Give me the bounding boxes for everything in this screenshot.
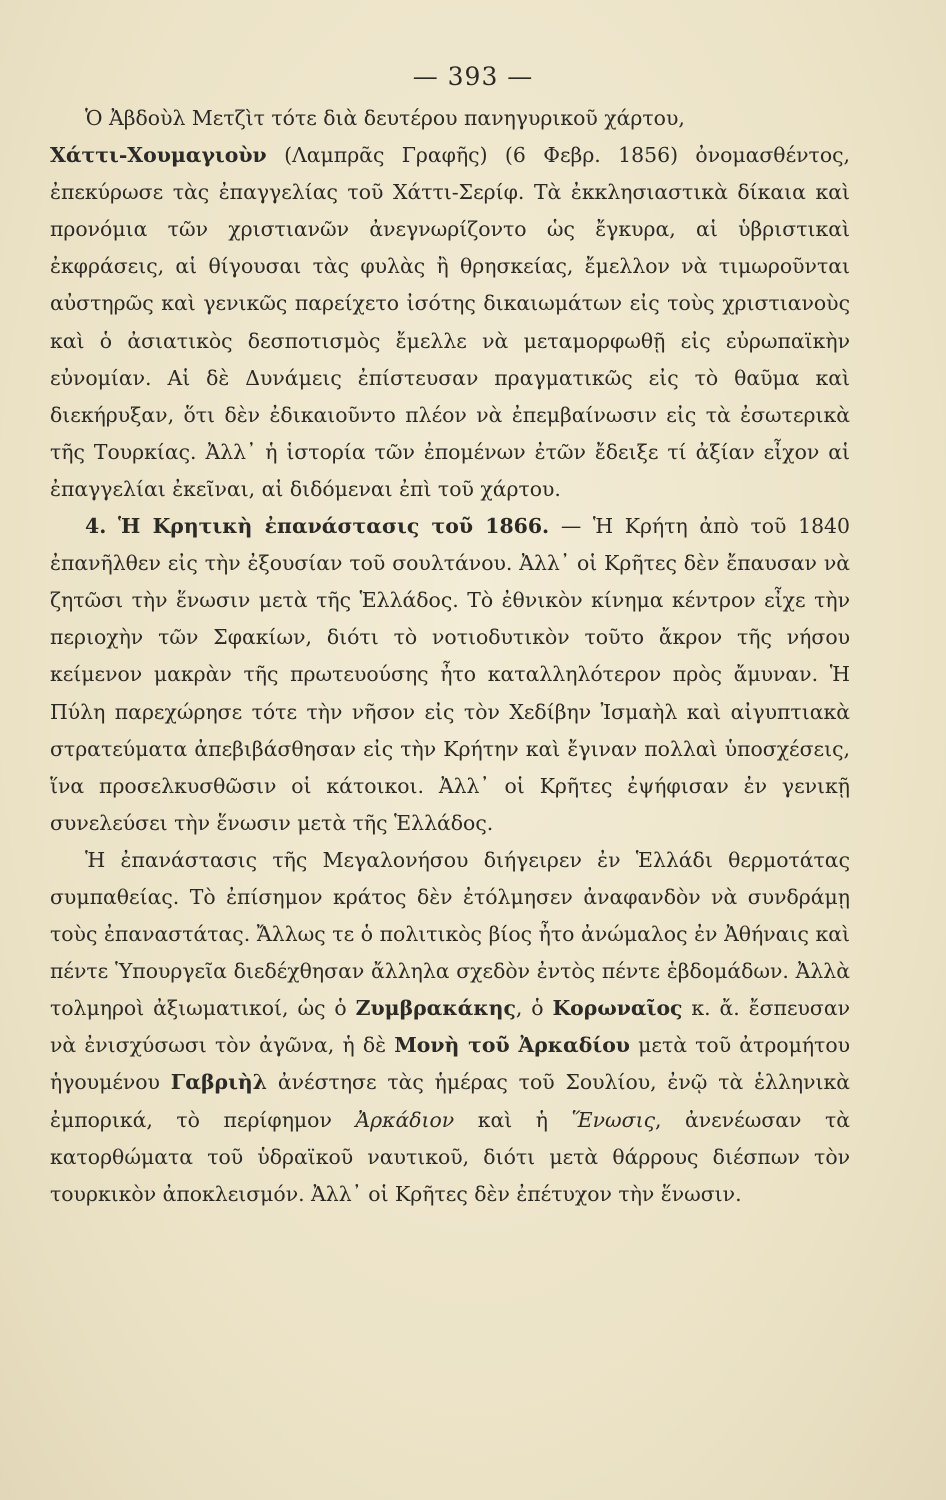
italic-ship-enosis: Ἕνωσις: [571, 1107, 655, 1132]
bold-term-hatti-humayun: Χάττι-Χουμαγιοὺν: [50, 143, 267, 168]
section-number: 4.: [85, 514, 107, 539]
paragraph-text: ἀνέστησε τὰς ἡμέρας τοῦ Σουλίου, ἐνῷ τὰ ἑλληνικὰ ἐμπορικά, τὸ περίφημον: [50, 1070, 850, 1132]
paragraph-text: κ. ἄ. ἔσπευσαν νὰ ἐνισχύσωσι τὸν ἀγῶνα, ἡ δὲ: [50, 996, 851, 1058]
bold-name-koronaios: Κορωναῖος: [552, 996, 683, 1021]
bold-name-gavriil: Γαβριὴλ: [170, 1070, 268, 1095]
paragraph-cretan-revolution: [50, 508, 850, 842]
paragraph-text: , ὁ: [515, 996, 553, 1021]
section-heading: Ἡ Κρητικὴ ἐπανάστασις τοῦ 1866.: [117, 514, 550, 539]
paragraph-text: Ἡ ἐπανάστασις τῆς Μεγαλονήσου διήγειρεν ἐν Ἑλλάδι θερμοτάτας συμπαθείας. Τὸ ἐπίσημον κράτος δὲν ἐτόλμησεν ἀναφανδὸν νὰ συνδράμῃ τοὺς ἐπαναστάτας. Ἄλλως τε ὁ πολιτικὸς βίος ἦτο ἀνώμαλος ἐν Ἀθήναις καὶ πέντε Ὑπουργεῖα διεδέχθησαν ἄλληλα σχεδὸν ἐντὸς πέντε ἑβδομάδων. Ἀλλὰ τολμηροὶ ἀξιωματικοί, ὡς ὁ: [50, 847, 850, 1021]
paragraph-greek-sympathy: [50, 842, 850, 1213]
paragraph-text: — Ἡ Κρήτη ἀπὸ τοῦ 1840 ἐπανῆλθεν εἰς τὴν ἐξουσίαν τοῦ σουλτάνου. Ἀλλ᾽ οἱ Κρῆτες δὲν ἔπαυσαν νὰ ζητῶσι τὴν ἕνωσιν μετὰ τῆς Ἑλλάδος. Τὸ ἐθνικὸν κίνημα κέντρον εἶχε τὴν περιοχὴν τῶν Σφακίων, διότι τὸ νοτιοδυτικὸν τοῦτο ἄκρον τῆς νήσου κείμενον μακρὰν τῆς πρωτευούσης ἦτο καταλληλότερον πρὸς ἄμυναν. Ἡ Πύλη παρεχώρησε τότε τὴν νῆσον εἰς τὸν Χεδίβην Ἰσμαὴλ καὶ αἰγυπτιακὰ στρατεύματα ἀπεβιβάσθησαν εἰς τὴν Κρήτην καὶ ἔγιναν πολλαὶ ὑποσχέσεις, ἵνα προσελκυσθῶσιν οἱ κάτοικοι. Ἀλλ᾽ οἱ Κρῆτες ἐψήφισαν ἐν γενικῇ συνελεύσει τὴν ἕνωσιν μετὰ τῆς Ἑλλάδος.: [50, 514, 850, 835]
paragraph-hatt-humayun: [50, 100, 850, 508]
bold-name-arkadi-monastery: Μονὴ τοῦ Ἀρκαδίου: [394, 1033, 630, 1058]
body-text: [50, 100, 850, 1213]
italic-ship-arkadion: Ἀρκάδιον: [355, 1107, 455, 1132]
page-number: — 393 —: [412, 62, 534, 91]
paragraph-text: (Λαμπρᾶς Γραφῆς) (6 Φεβρ. 1856) ὀνομασθέντος, ἐπεκύρωσε τὰς ἐπαγγελίας τοῦ Χάττι-Σερίφ. Τὰ ἐκκλησιαστικὰ δίκαια καὶ προνόμια τῶν χριστιανῶν ἀνεγνωρίζοντο ὡς ἔγκυρα, αἱ ὑβριστικαὶ ἐκφράσεις, αἱ θίγουσαι τὰς φυλὰς ἢ θρησκείας, ἔμελλον νὰ τιμωροῦνται αὐστηρῶς καὶ γενικῶς παρείχετο ἰσότης δικαιωμάτων εἰς τοὺς χριστιανοὺς καὶ ὁ ἀσιατικὸς δεσποτισμὸς ἔμελλε νὰ μεταμορφωθῇ εἰς εὐρωπαϊκὴν εὐνομίαν. Αἱ δὲ Δυνάμεις ἐπίστευσαν πραγματικῶς εἰς τὸ θαῦμα καὶ διεκήρυξαν, ὅτι δὲν ἐδικαιοῦντο πλέον νὰ ἐπεμβαίνωσιν εἰς τὰ ἐσωτερικὰ τῆς Τουρκίας. Ἀλλ᾽ ἡ ἱστορία τῶν ἐπομένων ἐτῶν ἔδειξε τί ἀξίαν εἶχον αἱ ἐπαγγελίαι ἐκεῖναι, αἱ διδόμεναι ἐπὶ τοῦ χάρτου.: [50, 143, 850, 501]
paragraph-text: καὶ ἡ: [454, 1107, 572, 1132]
bold-name-zymvrakakis: Ζυμβρακάκης: [355, 996, 516, 1021]
paragraph-text: μετὰ τοῦ ἀτρομήτου ἡγουμένου: [50, 1033, 851, 1095]
paragraph-text: , ἀνενέωσαν τὰ κατορθώματα τοῦ ὑδραϊκοῦ ναυτικοῦ, διότι μετὰ θάρρους διέσπων τὸν τουρκικὸν ἀποκλεισμόν. Ἀλλ᾽ οἱ Κρῆτες δὲν ἐπέτυχον τὴν ἕνωσιν.: [50, 1107, 851, 1206]
paragraph-text: Ὁ Ἀβδοὺλ Μετζὶτ τότε διὰ δευτέρου πανηγυρικοῦ χάρτου,: [85, 106, 685, 130]
